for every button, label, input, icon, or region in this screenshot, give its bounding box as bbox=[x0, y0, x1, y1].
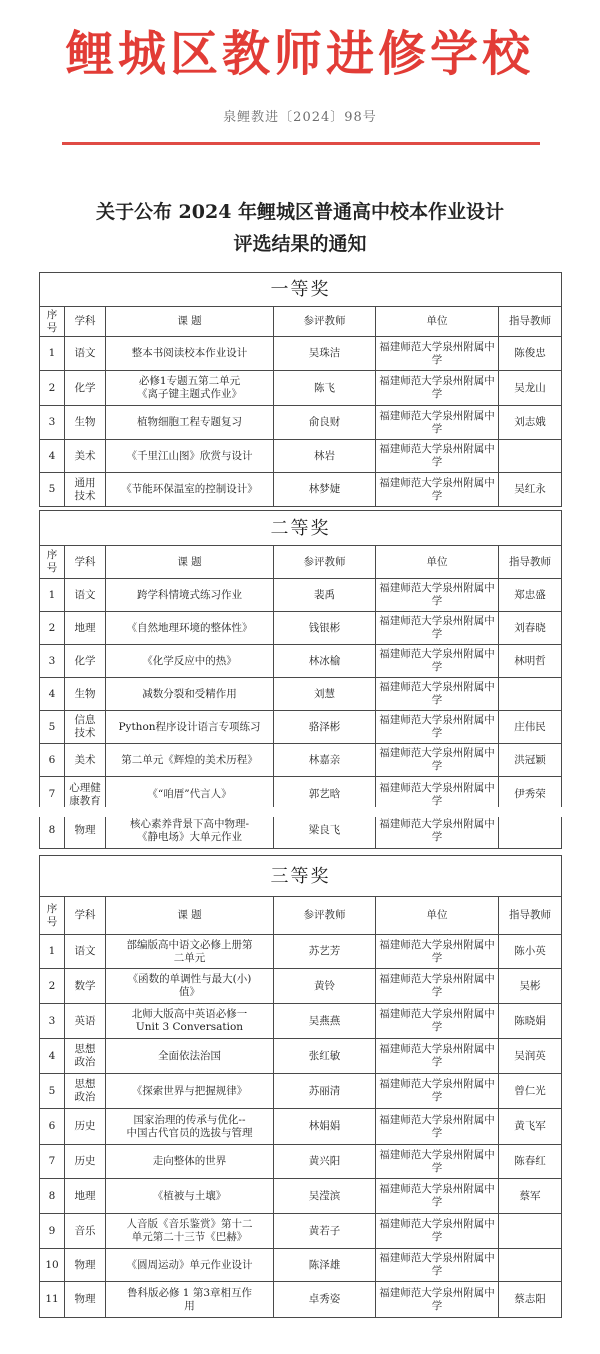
cell-topic: 全面依法治国 bbox=[106, 1039, 274, 1074]
cell-guide: 林明哲 bbox=[499, 645, 562, 678]
cell-no: 5 bbox=[40, 473, 65, 507]
table-row bbox=[40, 579, 562, 612]
first-prize-title: 一等奖 bbox=[40, 273, 562, 307]
cell-subject: 地理 bbox=[65, 1179, 106, 1214]
col-header-unit: 单位 bbox=[376, 897, 499, 935]
cell-topic: 《节能环保温室的控制设计》 bbox=[106, 473, 274, 507]
cell-unit: 福建师范大学泉州附属中学 bbox=[376, 579, 499, 612]
table-row bbox=[40, 406, 562, 440]
cell-topic: 《化学反应中的热》 bbox=[106, 645, 274, 678]
document-number: 泉鲤教进〔2024〕98号 bbox=[223, 110, 377, 125]
cell-unit: 福建师范大学泉州附属中学 bbox=[376, 645, 499, 678]
cell-unit: 福建师范大学泉州附属中学 bbox=[376, 1004, 499, 1039]
cell-teacher: 林嘉亲 bbox=[274, 744, 376, 777]
cell-guide: 吴龙山 bbox=[499, 371, 562, 406]
cell-guide: 黄飞军 bbox=[499, 1109, 562, 1145]
cell-no: 5 bbox=[40, 711, 65, 744]
cell-topic: 《千里江山图》欣赏与设计 bbox=[106, 440, 274, 473]
cell-guide: 蔡军 bbox=[499, 1179, 562, 1214]
cell-no: 5 bbox=[40, 1074, 65, 1109]
cell-subject: 化学 bbox=[65, 371, 106, 406]
cell-unit: 福建师范大学泉州附属中学 bbox=[376, 678, 499, 711]
table-row bbox=[40, 711, 562, 744]
cell-subject: 物理 bbox=[65, 1249, 106, 1282]
col-header-guide: 指导教师 bbox=[499, 307, 562, 337]
cell-topic: 国家治理的传承与优化-- 中国古代官员的选拔与管理 bbox=[106, 1109, 274, 1145]
col-header-teacher: 参评教师 bbox=[274, 546, 376, 579]
cell-no: 4 bbox=[40, 678, 65, 711]
first-prize-table bbox=[39, 272, 562, 507]
cell-topic: 鲁科版必修 1 第3章相互作 用 bbox=[106, 1282, 274, 1318]
cell-unit: 福建师范大学泉州附属中学 bbox=[376, 744, 499, 777]
table-row bbox=[40, 935, 562, 969]
cell-subject: 地理 bbox=[65, 612, 106, 645]
cell-guide: 刘志娥 bbox=[499, 406, 562, 440]
cell-topic: 跨学科情境式练习作业 bbox=[106, 579, 274, 612]
cell-no: 2 bbox=[40, 371, 65, 406]
cell-topic: 减数分裂和受精作用 bbox=[106, 678, 274, 711]
cell-unit: 福建师范大学泉州附属中学 bbox=[376, 777, 499, 813]
third-prize-table bbox=[39, 855, 562, 1318]
school-letterhead-title: 鲤城区教师进修学校 bbox=[65, 26, 534, 82]
cell-guide: 陈俊忠 bbox=[499, 337, 562, 371]
notice-title-line1: 关于公布 2024 年鲤城区普通高中校本作业设计 bbox=[95, 201, 505, 223]
cell-teacher: 吴珠洁 bbox=[274, 337, 376, 371]
cell-guide: 吴红永 bbox=[499, 473, 562, 507]
cell-guide: 吴润英 bbox=[499, 1039, 562, 1074]
cell-subject: 美术 bbox=[65, 744, 106, 777]
cell-topic: 核心素养背景下高中物理- 《静电场》大单元作业 bbox=[106, 813, 274, 849]
cell-topic: 《探索世界与把握规律》 bbox=[106, 1074, 274, 1109]
cell-subject: 信息 技术 bbox=[65, 711, 106, 744]
cell-guide: 曾仁光 bbox=[499, 1074, 562, 1109]
cell-no: 9 bbox=[40, 1214, 65, 1249]
cell-unit: 福建师范大学泉州附属中学 bbox=[376, 1109, 499, 1145]
cell-teacher: 梁良飞 bbox=[274, 813, 376, 849]
cell-no: 10 bbox=[40, 1249, 65, 1282]
cell-no: 4 bbox=[40, 440, 65, 473]
cell-no: 1 bbox=[40, 337, 65, 371]
cell-unit: 福建师范大学泉州附属中学 bbox=[376, 440, 499, 473]
col-header-teacher: 参评教师 bbox=[274, 307, 376, 337]
cell-no: 2 bbox=[40, 969, 65, 1004]
table-row bbox=[40, 969, 562, 1004]
cell-teacher: 陈飞 bbox=[274, 371, 376, 406]
cell-unit: 福建师范大学泉州附属中学 bbox=[376, 473, 499, 507]
table-row bbox=[40, 440, 562, 473]
cell-guide bbox=[499, 813, 562, 849]
cell-unit: 福建师范大学泉州附属中学 bbox=[376, 1179, 499, 1214]
cell-guide: 陈晓娟 bbox=[499, 1004, 562, 1039]
cell-subject: 历史 bbox=[65, 1145, 106, 1179]
cell-no: 1 bbox=[40, 935, 65, 969]
col-header-topic: 课 题 bbox=[106, 897, 274, 935]
cell-teacher: 陈泽雄 bbox=[274, 1249, 376, 1282]
cell-unit: 福建师范大学泉州附属中学 bbox=[376, 1249, 499, 1282]
second-prize-table bbox=[39, 510, 562, 849]
table-row bbox=[40, 1145, 562, 1179]
cell-topic: 北师大版高中英语必修一 Unit 3 Conversation bbox=[106, 1004, 274, 1039]
cell-teacher: 张红敏 bbox=[274, 1039, 376, 1074]
cell-no: 7 bbox=[40, 1145, 65, 1179]
table-row bbox=[40, 371, 562, 406]
cell-topic: Python程序设计语言专项练习 bbox=[106, 711, 274, 744]
cell-topic: 部编版高中语文必修上册第 二单元 bbox=[106, 935, 274, 969]
cell-teacher: 林冰榆 bbox=[274, 645, 376, 678]
cell-teacher: 苏艺芳 bbox=[274, 935, 376, 969]
table-row bbox=[40, 1214, 562, 1249]
second-prize-title: 二等奖 bbox=[40, 511, 562, 546]
cell-teacher: 刘慧 bbox=[274, 678, 376, 711]
cell-subject: 英语 bbox=[65, 1004, 106, 1039]
cell-topic: 《自然地理环境的整体性》 bbox=[106, 612, 274, 645]
cell-teacher: 俞良财 bbox=[274, 406, 376, 440]
table-row bbox=[40, 813, 562, 849]
cell-guide: 伊秀荣 bbox=[499, 777, 562, 813]
cell-guide: 蔡志阳 bbox=[499, 1282, 562, 1318]
col-header-subject: 学科 bbox=[65, 546, 106, 579]
table-row bbox=[40, 1039, 562, 1074]
cell-subject: 化学 bbox=[65, 645, 106, 678]
cell-guide: 郑忠盛 bbox=[499, 579, 562, 612]
cell-subject: 物理 bbox=[65, 813, 106, 849]
cell-teacher: 钱银彬 bbox=[274, 612, 376, 645]
cell-unit: 福建师范大学泉州附属中学 bbox=[376, 612, 499, 645]
cell-topic: 人音版《音乐鉴赏》第十二 单元第二十三节《巴赫》 bbox=[106, 1214, 274, 1249]
cell-topic: 走向整体的世界 bbox=[106, 1145, 274, 1179]
table-row bbox=[40, 1004, 562, 1039]
cell-no: 4 bbox=[40, 1039, 65, 1074]
cell-teacher: 吴燕燕 bbox=[274, 1004, 376, 1039]
cell-unit: 福建师范大学泉州附属中学 bbox=[376, 371, 499, 406]
cell-no: 3 bbox=[40, 1004, 65, 1039]
cell-subject: 物理 bbox=[65, 1282, 106, 1318]
cell-guide bbox=[499, 1214, 562, 1249]
cell-subject: 音乐 bbox=[65, 1214, 106, 1249]
col-header-topic: 课 题 bbox=[106, 307, 274, 337]
cell-teacher: 骆泽彬 bbox=[274, 711, 376, 744]
cell-teacher: 林岩 bbox=[274, 440, 376, 473]
cell-unit: 福建师范大学泉州附属中学 bbox=[376, 1145, 499, 1179]
table-row bbox=[40, 337, 562, 371]
cell-topic: 《函数的单调性与最大(小) 值》 bbox=[106, 969, 274, 1004]
cell-unit: 福建师范大学泉州附属中学 bbox=[376, 813, 499, 849]
table-row bbox=[40, 744, 562, 777]
cell-teacher: 黄若子 bbox=[274, 1214, 376, 1249]
cell-guide bbox=[499, 1249, 562, 1282]
notice-title bbox=[0, 196, 600, 260]
cell-no: 2 bbox=[40, 612, 65, 645]
cell-guide: 洪冠颖 bbox=[499, 744, 562, 777]
cell-no: 3 bbox=[40, 645, 65, 678]
cell-no: 8 bbox=[40, 1179, 65, 1214]
cell-topic: 第二单元《辉煌的美术历程》 bbox=[106, 744, 274, 777]
table-row bbox=[40, 1179, 562, 1214]
cell-teacher: 黄兴阳 bbox=[274, 1145, 376, 1179]
notice-title-line2: 评选结果的通知 bbox=[233, 233, 367, 255]
cell-unit: 福建师范大学泉州附属中学 bbox=[376, 1214, 499, 1249]
table-row bbox=[40, 645, 562, 678]
cell-teacher: 吴滢滨 bbox=[274, 1179, 376, 1214]
cell-unit: 福建师范大学泉州附属中学 bbox=[376, 1282, 499, 1318]
cell-unit: 福建师范大学泉州附属中学 bbox=[376, 406, 499, 440]
table-row bbox=[40, 612, 562, 645]
cell-guide bbox=[499, 678, 562, 711]
cell-no: 1 bbox=[40, 579, 65, 612]
table-row bbox=[40, 473, 562, 507]
cell-guide: 陈春红 bbox=[499, 1145, 562, 1179]
cell-topic: 植物细胞工程专题复习 bbox=[106, 406, 274, 440]
cell-topic: 《植被与土壤》 bbox=[106, 1179, 274, 1214]
cell-unit: 福建师范大学泉州附属中学 bbox=[376, 711, 499, 744]
col-header-topic: 课 题 bbox=[106, 546, 274, 579]
cell-subject: 语文 bbox=[65, 337, 106, 371]
col-header-subject: 学科 bbox=[65, 897, 106, 935]
cell-teacher: 黄铃 bbox=[274, 969, 376, 1004]
cell-no: 7 bbox=[40, 777, 65, 813]
col-header-unit: 单位 bbox=[376, 307, 499, 337]
cell-subject: 思想 政治 bbox=[65, 1039, 106, 1074]
cell-subject: 通用 技术 bbox=[65, 473, 106, 507]
cell-topic: 必修1专题五第二单元 《离子键主题式作业》 bbox=[106, 371, 274, 406]
cell-guide: 陈小英 bbox=[499, 935, 562, 969]
cell-no: 6 bbox=[40, 1109, 65, 1145]
cell-subject: 数学 bbox=[65, 969, 106, 1004]
page-break-gap bbox=[0, 807, 600, 817]
cell-subject: 思想 政治 bbox=[65, 1074, 106, 1109]
cell-topic: 《圆周运动》单元作业设计 bbox=[106, 1249, 274, 1282]
cell-subject: 历史 bbox=[65, 1109, 106, 1145]
cell-guide bbox=[499, 440, 562, 473]
cell-subject: 生物 bbox=[65, 678, 106, 711]
table-row bbox=[40, 1249, 562, 1282]
cell-subject: 生物 bbox=[65, 406, 106, 440]
letterhead-red-line bbox=[62, 142, 540, 145]
cell-topic: 整本书阅读校本作业设计 bbox=[106, 337, 274, 371]
cell-teacher: 林梦婕 bbox=[274, 473, 376, 507]
cell-unit: 福建师范大学泉州附属中学 bbox=[376, 337, 499, 371]
cell-unit: 福建师范大学泉州附属中学 bbox=[376, 935, 499, 969]
table-row bbox=[40, 678, 562, 711]
col-header-guide: 指导教师 bbox=[499, 546, 562, 579]
cell-subject: 心理健 康教育 bbox=[65, 777, 106, 813]
cell-no: 8 bbox=[40, 813, 65, 849]
cell-teacher: 郭艺晗 bbox=[274, 777, 376, 813]
cell-teacher: 卓秀姿 bbox=[274, 1282, 376, 1318]
col-header-unit: 单位 bbox=[376, 546, 499, 579]
col-header-subject: 学科 bbox=[65, 307, 106, 337]
cell-subject: 语文 bbox=[65, 579, 106, 612]
col-header-no: 序号 bbox=[40, 546, 65, 579]
cell-no: 11 bbox=[40, 1282, 65, 1318]
col-header-no: 序号 bbox=[40, 307, 65, 337]
cell-guide: 吴彬 bbox=[499, 969, 562, 1004]
cell-subject: 美术 bbox=[65, 440, 106, 473]
cell-subject: 语文 bbox=[65, 935, 106, 969]
cell-teacher: 林娟娟 bbox=[274, 1109, 376, 1145]
col-header-teacher: 参评教师 bbox=[274, 897, 376, 935]
third-prize-title: 三等奖 bbox=[40, 856, 562, 897]
cell-teacher: 裴禹 bbox=[274, 579, 376, 612]
col-header-guide: 指导教师 bbox=[499, 897, 562, 935]
cell-teacher: 苏丽清 bbox=[274, 1074, 376, 1109]
table-row bbox=[40, 1109, 562, 1145]
col-header-no: 序号 bbox=[40, 897, 65, 935]
cell-unit: 福建师范大学泉州附属中学 bbox=[376, 1039, 499, 1074]
cell-no: 6 bbox=[40, 744, 65, 777]
cell-topic: 《“咱厝”代言人》 bbox=[106, 777, 274, 813]
cell-guide: 刘春晓 bbox=[499, 612, 562, 645]
cell-unit: 福建师范大学泉州附属中学 bbox=[376, 1074, 499, 1109]
cell-guide: 庄伟民 bbox=[499, 711, 562, 744]
cell-unit: 福建师范大学泉州附属中学 bbox=[376, 969, 499, 1004]
table-row bbox=[40, 1282, 562, 1318]
cell-no: 3 bbox=[40, 406, 65, 440]
table-row bbox=[40, 1074, 562, 1109]
